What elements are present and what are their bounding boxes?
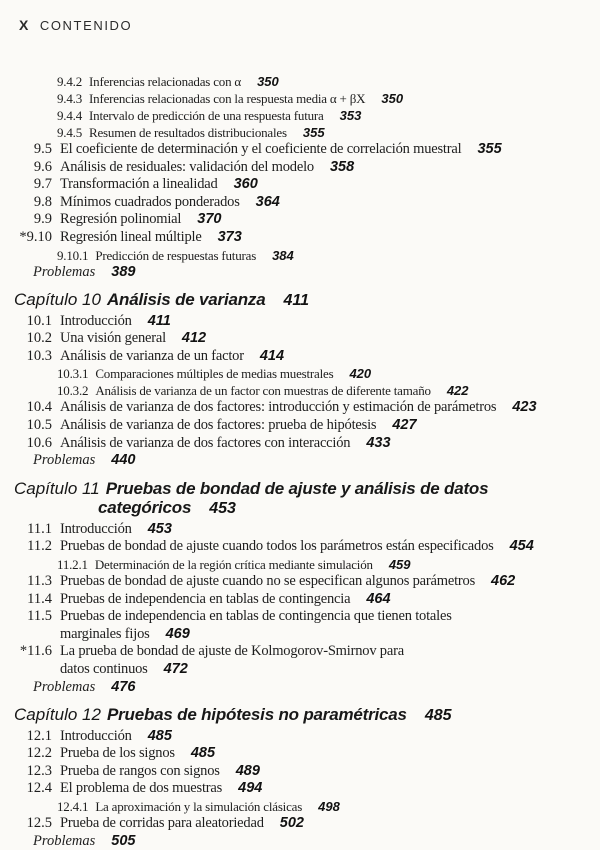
entry-title: Mínimos cuadrados ponderados — [60, 193, 240, 210]
entry-title: Regresión polinomial — [60, 211, 182, 228]
entry-page: 485 — [424, 707, 452, 725]
entry-title: Análisis de varianza de dos factores con interacción — [60, 434, 351, 451]
entry-title: Análisis de residuales: validación del modelo — [60, 158, 314, 175]
entry-number: 12.2 — [26, 745, 52, 762]
toc-entry — [0, 194, 586, 212]
toc-entry — [0, 643, 586, 678]
entry-title: El problema de dos muestras — [60, 780, 223, 797]
entry-page: 464 — [366, 590, 391, 607]
entry-page: 469 — [165, 625, 190, 642]
entry-title: Predicción de respuestas futuras — [95, 247, 257, 263]
entry-title: Pruebas de independencia en tablas de contingencia que tienen totales marginales fijos — [60, 608, 452, 642]
entry-page: 350 — [257, 74, 279, 89]
entry-page: 411 — [283, 292, 309, 310]
toc-problems-row — [0, 452, 586, 470]
entry-page: 440 — [111, 452, 136, 469]
entry-title: Análisis de varianza de un factor con muestras de diferente tamaño — [95, 383, 431, 399]
entry-number: 12.1 — [26, 727, 52, 744]
entry-number: 10.6 — [26, 434, 52, 451]
entry-page: 412 — [181, 330, 207, 347]
entry-number: 9.9 — [33, 211, 52, 228]
entry-number: 12.5 — [26, 815, 52, 832]
entry-title: Análisis de varianza de dos factores: prueba de hipótesis — [60, 417, 377, 434]
entry-page: 353 — [339, 108, 362, 123]
entry-title: El coeficiente de determinación y el coeficiente de correlación muestral — [60, 141, 462, 157]
entry-title: Pruebas de independencia en tablas de contingencia — [60, 590, 351, 607]
entry-page: 489 — [235, 762, 260, 779]
header-page-number: X — [19, 17, 29, 33]
chapter-title: Pruebas de bondad de ajuste y análisis de datos categóricos — [98, 478, 489, 518]
entry-title: Comparaciones múltiples de medias muestrales — [95, 366, 334, 382]
toc-entry — [0, 159, 586, 177]
entry-page: 427 — [392, 417, 417, 434]
entry-page: 502 — [279, 815, 304, 832]
toc-entry — [0, 176, 586, 194]
entry-title: Una visión general — [60, 330, 166, 347]
entry-title: Prueba de corridas para aleatoriedad — [60, 815, 264, 832]
entry-page: 358 — [329, 158, 355, 175]
toc-problems-row — [0, 679, 586, 697]
entry-title: Introducción — [60, 312, 132, 329]
entry-page: 454 — [509, 538, 534, 555]
entry-page: 370 — [197, 211, 222, 228]
entry-number: 10.1 — [26, 312, 52, 329]
entry-page: 423 — [512, 399, 537, 416]
entry-number: 9.5 — [33, 141, 52, 157]
entry-number: 10.2 — [26, 330, 52, 347]
toc-entry — [0, 556, 586, 573]
toc-entry — [0, 211, 586, 229]
entry-number: 9.4.3 — [57, 91, 83, 106]
entry-number: 9.7 — [33, 176, 52, 193]
entry-number: 11.2.1 — [57, 557, 88, 572]
entry-number: 9.10.1 — [57, 247, 89, 263]
toc-entry — [0, 798, 586, 815]
entry-title: Regresión lineal múltiple — [60, 228, 202, 245]
toc-entry — [0, 73, 586, 90]
entry-page: 453 — [147, 520, 172, 537]
running-header — [19, 16, 586, 35]
toc-entry — [0, 435, 586, 453]
toc-entry — [0, 124, 586, 141]
entry-title: Transformación a linealidad — [60, 176, 218, 193]
entry-number: *11.6 — [19, 643, 52, 660]
toc-entry — [0, 728, 586, 746]
toc-entry — [0, 780, 586, 798]
entry-title: Resumen de resultados distribucionales — [89, 125, 287, 140]
entry-number: 10.3.1 — [57, 366, 89, 382]
header-title: CONTENIDO — [39, 18, 133, 33]
entry-number: 9.6 — [33, 158, 52, 175]
toc-entry — [0, 608, 586, 643]
toc-entry — [0, 417, 586, 435]
toc-entry — [0, 538, 586, 556]
entry-page: 472 — [163, 660, 188, 677]
chapter-label: Capítulo 10 — [14, 290, 101, 310]
entry-title: Pruebas de bondad de ajuste cuando no se especifican algunos parámetros — [60, 573, 476, 589]
chapter-title: Análisis de varianza — [106, 290, 266, 310]
entry-number: 11.2 — [27, 538, 52, 555]
entry-page: 355 — [477, 141, 502, 157]
entry-title: Introducción — [60, 727, 132, 744]
entry-page: 494 — [238, 780, 263, 797]
entry-title: Análisis de varianza de un factor — [60, 347, 244, 364]
chapter-label: Capítulo 11 — [14, 478, 100, 498]
problems-label: Problemas — [33, 832, 96, 849]
toc-entry — [0, 141, 586, 159]
toc-entry — [0, 365, 586, 382]
problems-label: Problemas — [33, 263, 96, 280]
toc-entry — [0, 815, 586, 833]
entry-number: 11.1 — [27, 520, 52, 537]
entry-number: 9.4.5 — [57, 125, 83, 140]
toc-entry — [0, 573, 586, 591]
entry-page: 459 — [388, 557, 411, 572]
toc-problems-row — [0, 833, 586, 850]
problems-label: Problemas — [33, 678, 96, 695]
entry-page: 462 — [491, 573, 516, 589]
toc-entry — [0, 745, 586, 763]
entry-title: La prueba de bondad de ajuste de Kolmogorov-Smirnov para datos continuos — [60, 643, 404, 677]
toc-entry — [0, 591, 586, 609]
entry-number: 11.4 — [27, 590, 52, 607]
entry-page: 476 — [111, 678, 136, 695]
entry-number: 10.3 — [26, 347, 52, 364]
entry-page: 420 — [349, 366, 372, 382]
entry-number: 10.4 — [26, 399, 52, 416]
entry-page: 498 — [318, 799, 340, 815]
entry-number: 9.4.4 — [57, 108, 83, 123]
toc-entry — [0, 348, 586, 366]
toc-entry — [0, 521, 586, 539]
chapter-title: Pruebas de hipótesis no paramétricas — [106, 705, 407, 725]
entry-title: Prueba de los signos — [60, 745, 175, 762]
entry-number: 12.3 — [26, 762, 52, 779]
toc-entry — [0, 313, 586, 331]
entry-page: 384 — [272, 247, 294, 263]
entry-page: 411 — [147, 312, 171, 329]
entry-number: 10.5 — [26, 417, 52, 434]
entry-page: 360 — [233, 176, 258, 193]
toc-entry — [0, 247, 586, 264]
entry-page: 414 — [259, 347, 285, 364]
entry-page: 433 — [366, 434, 391, 451]
entry-number: 11.5 — [27, 608, 52, 625]
toc-entry — [0, 399, 586, 417]
entry-page: 364 — [255, 193, 280, 210]
entry-number: 10.3.2 — [57, 383, 89, 399]
entry-title: Determinación de la región crítica mediante simulación — [94, 557, 373, 572]
entry-number: *9.10 — [19, 228, 52, 245]
toc-entry — [0, 330, 586, 348]
chapter-label: Capítulo 12 — [14, 705, 101, 725]
entry-title: Intervalo de predicción de una respuesta futura — [89, 108, 324, 123]
entry-page: 453 — [209, 500, 236, 518]
entry-page: 485 — [190, 745, 216, 762]
toc-chapter-row — [0, 290, 586, 311]
entry-title: La aproximación y la simulación clásicas — [95, 799, 303, 815]
toc-entry — [0, 90, 586, 107]
entry-title: Pruebas de bondad de ajuste cuando todos los parámetros están especificados — [60, 538, 494, 555]
entry-page: 505 — [111, 832, 136, 849]
toc-list — [0, 73, 586, 850]
entry-number: 11.3 — [27, 573, 52, 589]
toc-entry — [0, 763, 586, 781]
entry-title: Introducción — [60, 520, 132, 537]
entry-number: 9.8 — [33, 193, 52, 210]
entry-page: 389 — [111, 263, 136, 280]
problems-label: Problemas — [33, 452, 96, 469]
toc-chapter-row — [0, 479, 586, 519]
entry-page: 422 — [446, 383, 469, 399]
toc-entry — [0, 382, 586, 399]
entry-page: 373 — [217, 228, 242, 245]
toc-chapter-row — [0, 705, 586, 726]
toc-entry — [0, 229, 586, 247]
toc-entry — [0, 107, 586, 124]
entry-title: Análisis de varianza de dos factores: introducción y estimación de parámetros — [60, 399, 497, 416]
entry-title: Inferencias relacionadas con la respuesta media α + βX — [89, 91, 366, 106]
entry-title: Inferencias relacionadas con α — [89, 74, 242, 89]
entry-page: 355 — [302, 125, 325, 140]
entry-number: 12.4.1 — [57, 799, 89, 815]
entry-page: 350 — [381, 91, 404, 106]
entry-page: 485 — [147, 727, 172, 744]
entry-title: Prueba de rangos con signos — [60, 762, 220, 779]
toc-problems-row — [0, 264, 586, 282]
entry-number: 9.4.2 — [57, 74, 83, 89]
entry-number: 12.4 — [26, 780, 52, 797]
